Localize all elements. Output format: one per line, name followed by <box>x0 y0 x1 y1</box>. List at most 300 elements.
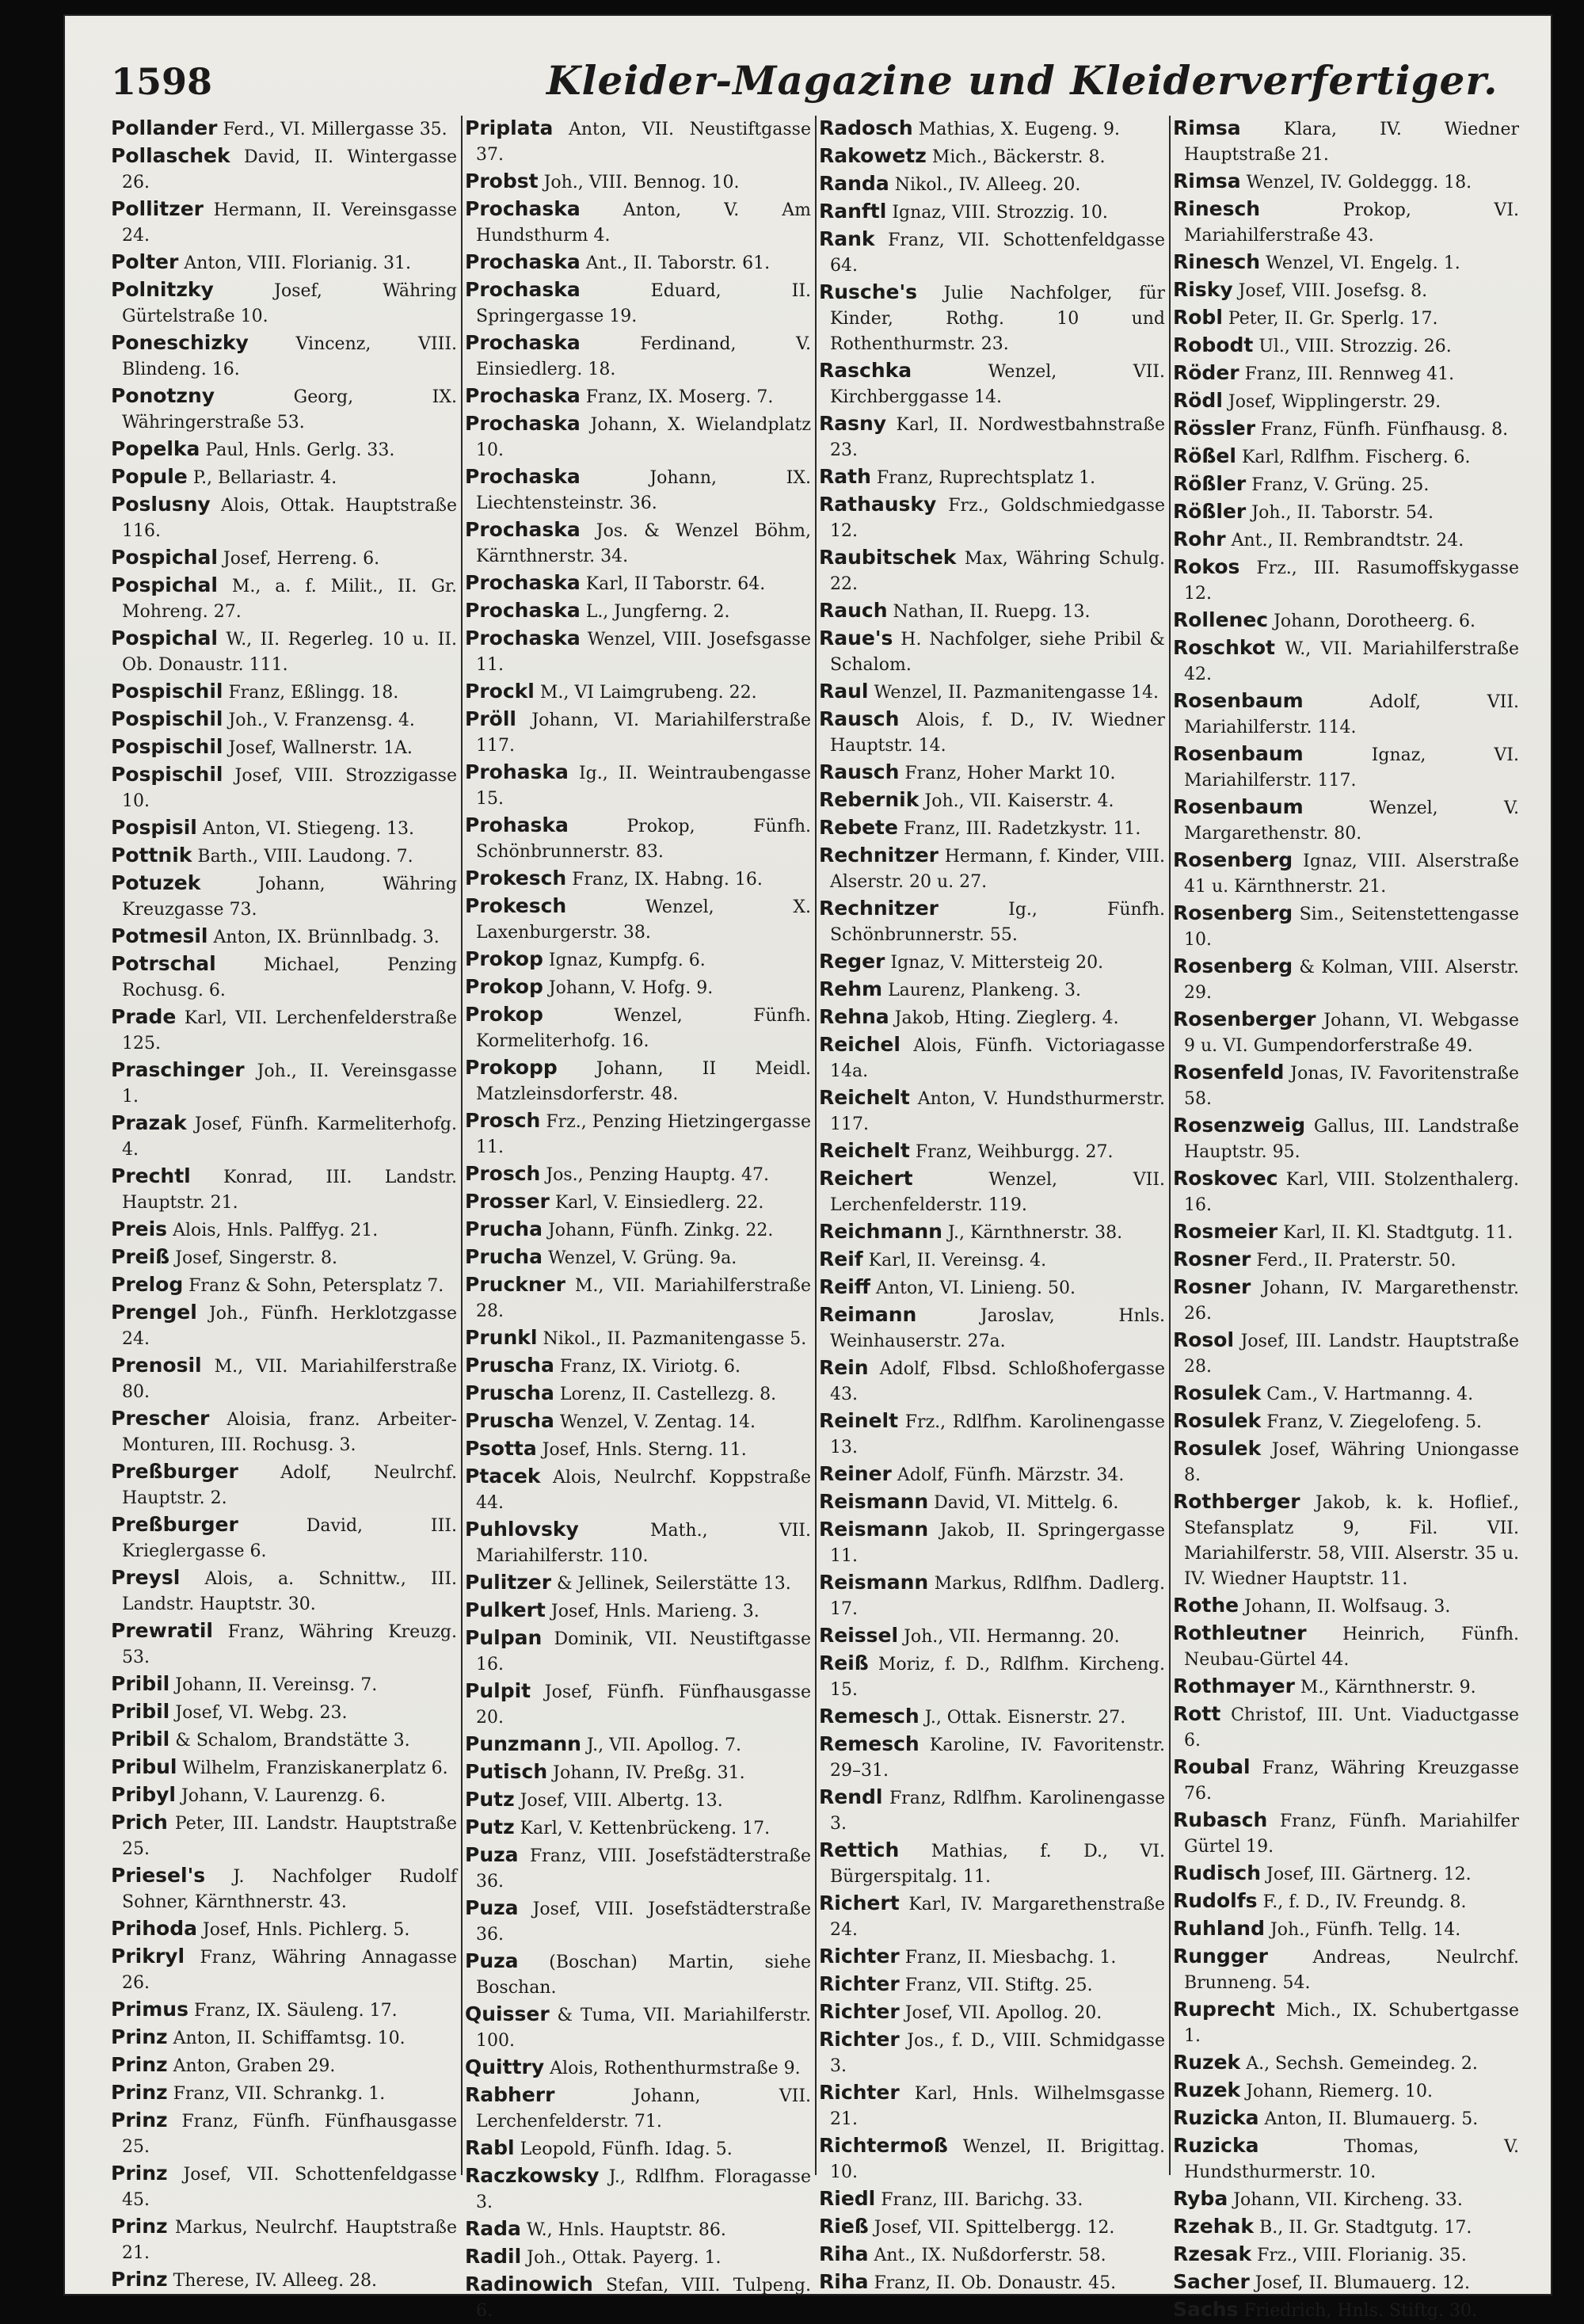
entry-surname: Polter <box>111 250 179 273</box>
entry-details: Johann, VI. Webgasse 9 u. VI. Gumpendorferstraße 49. <box>1184 1011 1519 1056</box>
directory-entry <box>465 330 811 383</box>
directory-entry <box>111 1916 457 1943</box>
entry-details: Wenzel, IV. Goldeggg. 18. <box>1246 173 1472 192</box>
entry-details: H. Nachfolger, siehe Pribil & Schalom. <box>830 630 1165 675</box>
entry-details: Johann, X. Wielandplatz 10. <box>476 415 811 460</box>
entry-details: W., Hnls. Hauptstr. 86. <box>526 2220 726 2240</box>
directory-entry <box>465 1815 811 1842</box>
entry-details: Johann, V. Hofg. 9. <box>548 978 714 998</box>
column-rule <box>461 116 463 2175</box>
entry-details: David, II. Wintergasse 26. <box>122 147 457 192</box>
entry-details: & Tuma, VII. Mariahilferstr. 100. <box>476 2006 812 2051</box>
entry-details: Konrad, III. Landstr. Hauptstr. 21. <box>122 1168 457 1213</box>
entry-surname: Röder <box>1173 361 1239 384</box>
directory-entry <box>1173 1436 1519 1488</box>
entry-details: Stefan, VIII. Tulpeng. 6. <box>476 2276 811 2321</box>
directory-entry <box>465 1517 811 1569</box>
entry-surname: Prochaska <box>465 412 581 435</box>
entry-surname: Rimsa <box>1173 116 1241 139</box>
directory-entry <box>111 1217 457 1244</box>
entry-details: Eduard, II. Springergasse 19. <box>476 281 811 326</box>
entry-surname: Riedl <box>819 2187 876 2210</box>
entry-surname: Richter <box>819 2000 900 2023</box>
directory-entry <box>111 1512 457 1564</box>
entry-details: Franz, Ruprechtsplatz 1. <box>876 468 1096 488</box>
directory-entry <box>111 383 457 436</box>
entry-surname: Prinz <box>111 2109 168 2132</box>
entry-details: Anton, V. Hundsthurmerstr. 117. <box>830 1089 1165 1134</box>
entry-details: W., II. Regerleg. 10 u. II. Ob. Donaustr. 111. <box>122 630 457 675</box>
entry-surname: Punzmann <box>465 1732 581 1755</box>
entry-surname: Prokesch <box>465 867 567 890</box>
directory-entry <box>111 1944 457 1996</box>
entry-details: Nikol., II. Pazmanitengasse 5. <box>543 1329 807 1349</box>
entry-surname: Prosch <box>465 1162 541 1185</box>
directory-entry <box>819 199 1165 226</box>
entry-details: Ignaz, VIII. Strozzig. 10. <box>892 203 1108 223</box>
directory-entry <box>819 1247 1165 1274</box>
entry-surname: Raul <box>819 680 869 703</box>
entry-details: Joh., II. Vereinsgasse 1. <box>122 1061 457 1107</box>
entry-surname: Prokop <box>465 975 543 998</box>
entry-surname: Rebete <box>819 816 898 839</box>
entry-details: Frz., III. Rasumoffskygasse 12. <box>1184 558 1519 604</box>
entry-details: Joh., VIII. Bennog. 10. <box>543 173 740 192</box>
entry-details: Alois, f. D., IV. Wiedner Hauptstr. 14. <box>830 711 1165 756</box>
entry-details: Wenzel, VIII. Josefsgasse 11. <box>476 630 811 675</box>
entry-details: Johann, VII. Kircheng. 33. <box>1233 2190 1463 2210</box>
entry-details: Alois, Neulrchf. Koppstraße 44. <box>476 1468 811 1513</box>
entry-details: Hermann, II. Vereinsgasse 24. <box>122 200 457 246</box>
directory-entry <box>111 2025 457 2052</box>
entry-details: Josef, VII. Schottenfeldgasse 45. <box>122 2165 457 2210</box>
entry-details: Karl, II. Nordwestbahnstraße 23. <box>830 415 1165 460</box>
directory-entry <box>465 2082 811 2135</box>
entry-surname: Rein <box>819 1356 869 1379</box>
directory-entry <box>111 250 457 276</box>
directory-entry <box>465 517 811 570</box>
entry-surname: Pulitzer <box>465 1571 552 1594</box>
entry-surname: Pulpan <box>465 1626 543 1649</box>
entry-surname: Rößler <box>1173 472 1247 495</box>
directory-entry <box>111 1111 457 1163</box>
directory-entry <box>819 949 1165 976</box>
directory-entry <box>1173 1701 1519 1754</box>
entry-details: Franz, Hoher Markt 10. <box>904 764 1116 783</box>
directory-entry <box>111 843 457 870</box>
directory-entry <box>465 2163 811 2215</box>
directory-entry <box>465 1436 811 1463</box>
entry-surname: Prockl <box>465 680 535 703</box>
directory-entry <box>819 2214 1165 2241</box>
entry-details: Franz, Währing Kreuzgasse 76. <box>1184 1758 1519 1804</box>
directory-entry <box>1173 2186 1519 2213</box>
directory-entry <box>111 545 457 572</box>
entry-details: Wenzel, V. Grüng. 9a. <box>547 1248 737 1268</box>
entry-surname: Pulkert <box>465 1598 546 1621</box>
entry-surname: Pollander <box>111 116 218 139</box>
entry-surname: Pruckner <box>465 1273 565 1296</box>
directory-entry <box>1173 360 1519 387</box>
entry-details: Josef, Wipplingerstr. 29. <box>1228 392 1441 412</box>
entry-surname: Rosmeier <box>1173 1220 1278 1243</box>
directory-entry <box>1173 2050 1519 2077</box>
entry-details: Mathias, f. D., VI. Bürgerspitalg. 11. <box>830 1842 1165 1887</box>
entry-details: Joh., II. Taborstr. 54. <box>1251 503 1434 523</box>
entry-surname: Richter <box>819 2028 900 2051</box>
entry-surname: Rebernik <box>819 788 920 811</box>
entry-details: Adolf, Flbsd. Schloßhofergasse 43. <box>830 1359 1165 1404</box>
directory-entry <box>1173 1621 1519 1673</box>
entry-details: Karl, IV. Margarethenstraße 24. <box>830 1895 1165 1940</box>
directory-entry <box>1173 250 1519 276</box>
entry-surname: Priplata <box>465 116 554 139</box>
entry-details: Frz., VIII. Florianig. 35. <box>1257 2246 1467 2265</box>
entry-surname: Rabherr <box>465 2083 555 2106</box>
entry-surname: Pospischil <box>111 735 223 758</box>
entry-surname: Pollaschek <box>111 144 230 167</box>
entry-details: Josef, II. Blumauerg. 12. <box>1255 2273 1470 2293</box>
entry-details: Anton, II. Blumauerg. 5. <box>1264 2109 1479 2129</box>
entry-surname: Ruzicka <box>1173 2106 1259 2129</box>
directory-entry <box>465 1002 811 1054</box>
directory-entry <box>819 464 1165 491</box>
entry-details: Ant., II. Rembrandtstr. 24. <box>1231 531 1464 551</box>
directory-entry <box>1173 416 1519 443</box>
entry-surname: Rosulek <box>1173 1437 1262 1460</box>
directory-entry <box>111 924 457 951</box>
directory-entry <box>465 169 811 196</box>
directory-entry <box>111 277 457 330</box>
entry-details: Johann, IV. Margarethenstr. 26. <box>1184 1278 1519 1324</box>
entry-details: Joh., Fünfh. Tellg. 14. <box>1270 1920 1461 1940</box>
entry-details: Jakob, Hting. Zieglerg. 4. <box>894 1008 1119 1028</box>
directory-entry <box>465 760 811 812</box>
directory-entry <box>1173 1060 1519 1112</box>
entry-surname: Prokop <box>465 1003 543 1026</box>
directory-entry <box>465 679 811 706</box>
directory-entry <box>1173 794 1519 847</box>
entry-details: Franz, IX. Viriotg. 6. <box>559 1357 741 1377</box>
directory-entry <box>465 2002 811 2054</box>
entry-details: Karl, V. Kettenbrückeng. 17. <box>520 1819 771 1838</box>
entry-details: Markus, Rdlfhm. Dadlerg. 17. <box>830 1574 1165 1619</box>
entry-surname: Rößler <box>1173 500 1247 523</box>
entry-surname: Rothberger <box>1173 1490 1300 1513</box>
entry-details: Alois, Ottak. Hauptstraße 116. <box>122 496 457 541</box>
entry-surname: Rosenberger <box>1173 1008 1316 1031</box>
directory-entry <box>465 2244 811 2271</box>
entry-surname: Prochaska <box>465 278 581 301</box>
entry-details: Josef, Fünfh. Karmeliterhofg. 4. <box>122 1114 457 1160</box>
entry-details: Josef, VIII. Josefstädterstraße 36. <box>476 1899 811 1945</box>
entry-details: L., Jungferng. 2. <box>585 602 730 622</box>
entry-surname: Pribyl <box>111 1783 176 1806</box>
directory-entry <box>1173 1247 1519 1274</box>
entry-details: Thomas, V. Hundsthurmerstr. 10. <box>1184 2137 1519 2182</box>
directory-entry <box>465 1244 811 1271</box>
entry-details: Johann, IX. Liechtensteinstr. 36. <box>476 468 811 513</box>
entry-surname: Reichmann <box>819 1220 942 1243</box>
entry-details: Hermann, f. Kinder, VIII. Alserstr. 20 u. 27. <box>830 847 1165 892</box>
entry-surname: Raschka <box>819 359 912 382</box>
directory-entry <box>465 1625 811 1678</box>
directory-entry <box>1173 635 1519 688</box>
directory-entry <box>1173 1381 1519 1408</box>
entry-details: Joh., Ottak. Payerg. 1. <box>527 2248 722 2268</box>
entry-surname: Reichelt <box>819 1139 910 1162</box>
entry-details: Karl, II. Vereinsg. 4. <box>868 1251 1047 1271</box>
directory-entry <box>111 1459 457 1511</box>
directory-entry <box>819 760 1165 787</box>
directory-entry <box>111 1671 457 1698</box>
directory-entry <box>465 1895 811 1948</box>
entry-surname: Ranftl <box>819 200 887 223</box>
entry-details: Josef, Wallnerstr. 1A. <box>228 738 413 758</box>
entry-surname: Prochaska <box>465 627 581 650</box>
directory-entry <box>465 893 811 946</box>
directory-entry <box>819 2269 1165 2296</box>
entry-details: Ig., Fünfh. Schönbrunnerstr. 55. <box>830 900 1165 945</box>
entry-surname: Radil <box>465 2245 522 2268</box>
entry-surname: Rott <box>1173 1702 1221 1725</box>
entry-surname: Putz <box>465 1788 515 1811</box>
entry-details: Christof, III. Unt. Viaductgasse 6. <box>1184 1705 1519 1751</box>
column-1 <box>111 116 458 2291</box>
entry-surname: Rothe <box>1173 1594 1239 1617</box>
directory-entry <box>819 1838 1165 1890</box>
entry-surname: Prohaska <box>465 813 569 836</box>
directory-entry <box>111 679 457 706</box>
directory-entry <box>1173 2078 1519 2105</box>
entry-surname: Raubitschek <box>819 546 957 569</box>
directory-entry <box>819 1785 1165 1837</box>
directory-entry <box>465 1598 811 1625</box>
entry-details: Joh., Fünfh. Herklotzgasse 24. <box>122 1304 457 1349</box>
directory-entry <box>819 2080 1165 2132</box>
directory-entry <box>465 1787 811 1814</box>
directory-entry <box>819 1461 1165 1488</box>
entry-details: Karl, VII. Lerchenfelderstraße 125. <box>122 1008 458 1053</box>
entry-details: Johann, II. Vereinsg. 7. <box>175 1675 378 1695</box>
directory-entry <box>819 1517 1165 1569</box>
directory-entry <box>819 411 1165 463</box>
entry-surname: Roskovec <box>1173 1167 1278 1190</box>
entry-surname: Prinz <box>111 2081 168 2104</box>
entry-surname: Rosenfeld <box>1173 1061 1285 1084</box>
entry-surname: Puza <box>465 1843 519 1866</box>
entry-details: Ig., II. Weintraubengasse 15. <box>476 764 811 809</box>
entry-surname: Prich <box>111 1811 168 1834</box>
entry-surname: Rauch <box>819 599 888 622</box>
entry-surname: Ruhland <box>1173 1917 1265 1940</box>
entry-surname: Robl <box>1173 306 1223 329</box>
entry-surname: Pollitzer <box>111 197 204 220</box>
entry-surname: Potmesil <box>111 924 208 947</box>
entry-details: Franz, III. Radetzkystr. 11. <box>903 819 1141 839</box>
entry-surname: Psotta <box>465 1437 537 1460</box>
directory-entry <box>111 1406 457 1458</box>
directory-entry <box>1173 1808 1519 1860</box>
directory-entry <box>111 492 457 544</box>
entry-details: J., Kärnthnerstr. 38. <box>947 1223 1123 1243</box>
entry-surname: Ptacek <box>465 1465 541 1488</box>
directory-entry <box>1173 2133 1519 2185</box>
entry-details: Georg, IX. Währingerstraße 53. <box>122 387 457 432</box>
entry-surname: Prochaska <box>465 465 581 488</box>
entry-surname: Rzesak <box>1173 2242 1252 2265</box>
entry-details: Wenzel, Fünfh. Kormeliterhofg. 16. <box>476 1006 811 1051</box>
entry-surname: Richert <box>819 1892 900 1914</box>
directory-entry <box>111 1004 457 1057</box>
entry-details: Ant., IX. Nußdorferstr. 58. <box>874 2246 1106 2265</box>
entry-surname: Pospichal <box>111 627 218 650</box>
entry-details: Lorenz, II. Castellezg. 8. <box>559 1385 777 1404</box>
entry-surname: Rechnitzer <box>819 844 939 867</box>
entry-details: Gallus, III. Landstraße Hauptstr. 95. <box>1184 1117 1519 1162</box>
entry-details: Aloisia, franz. Arbeiter-Monturen, III. Rochusg. 3. <box>122 1410 457 1455</box>
directory-entry <box>819 598 1165 625</box>
directory-entry <box>819 707 1165 759</box>
entry-details: Wenzel, II. Brigittag. 10. <box>830 2137 1165 2182</box>
entry-surname: Rosulek <box>1173 1409 1262 1432</box>
directory-entry <box>819 171 1165 198</box>
entry-details: P., Bellariastr. 4. <box>192 468 337 488</box>
entry-details: Ignaz, Kumpfg. 6. <box>548 951 706 970</box>
entry-surname: Risky <box>1173 278 1233 301</box>
directory-entry <box>819 1651 1165 1703</box>
entry-surname: Prelog <box>111 1273 184 1296</box>
entry-details: Anton, II. Schiffamtsg. 10. <box>173 2029 406 2048</box>
directory-entry <box>1173 1593 1519 1620</box>
entry-details: Anton, VI. Stiegeng. 13. <box>202 819 415 839</box>
directory-entry <box>111 436 457 463</box>
entry-surname: Pribil <box>111 1728 170 1751</box>
directory-entry <box>819 977 1165 1004</box>
entry-details: Franz, Währing Kreuzg. 53. <box>122 1622 458 1667</box>
entry-surname: Prechtl <box>111 1164 191 1187</box>
entry-surname: Probst <box>465 170 539 192</box>
directory-entry <box>819 280 1165 357</box>
entry-details: Josef, Herreng. 6. <box>223 549 380 569</box>
directory-entry <box>1173 388 1519 415</box>
entry-surname: Rehna <box>819 1005 889 1028</box>
entry-surname: Rettich <box>819 1838 900 1861</box>
entry-surname: Rausch <box>819 760 900 783</box>
directory-entry <box>819 1489 1165 1516</box>
directory-entry <box>465 570 811 597</box>
entry-details: Joh., VII. Hermanng. 20. <box>904 1627 1120 1647</box>
entry-surname: Rendl <box>819 1785 883 1808</box>
entry-surname: Prunkl <box>465 1326 538 1349</box>
entry-surname: Putz <box>465 1815 515 1838</box>
directory-entry <box>1173 1997 1519 2049</box>
entry-surname: Prescher <box>111 1407 210 1430</box>
entry-surname: Rosner <box>1173 1275 1251 1298</box>
entry-details: Franz, VII. Stiftg. 25. <box>904 1975 1093 1995</box>
page-header <box>111 22 1505 117</box>
directory-entry <box>1173 1489 1519 1592</box>
entry-details: Franz, IX. Habng. 16. <box>572 870 763 890</box>
entry-surname: Remesch <box>819 1705 920 1728</box>
entry-surname: Prewratil <box>111 1619 213 1642</box>
entry-details: Franz, Weihburgg. 27. <box>915 1142 1114 1162</box>
directory-entry <box>111 1727 457 1754</box>
entry-surname: Rosner <box>1173 1248 1251 1271</box>
entry-surname: Pribil <box>111 1672 170 1695</box>
directory-entry <box>819 843 1165 895</box>
entry-surname: Pospisil <box>111 816 197 839</box>
entry-surname: Poneschizky <box>111 331 249 354</box>
entry-details: Jos., Penzing Hauptg. 47. <box>546 1165 769 1185</box>
entry-surname: Prokopp <box>465 1056 558 1079</box>
entry-surname: Sacher <box>1173 2270 1250 2293</box>
directory-entry <box>465 974 811 1001</box>
entry-details: Karl, II. Kl. Stadtgutg. 11. <box>1283 1223 1514 1243</box>
directory-entry <box>111 143 457 196</box>
entry-details: Karl, VIII. Stolzenthalerg. 16. <box>1184 1170 1519 1215</box>
entry-details: Ul., VIII. Strozzig. 26. <box>1258 337 1452 356</box>
directory-entry <box>465 598 811 625</box>
directory-entry <box>1173 1113 1519 1165</box>
directory-entry <box>819 1408 1165 1461</box>
entry-surname: Raczkowsky <box>465 2164 600 2187</box>
directory-entry <box>819 2027 1165 2079</box>
directory-entry <box>819 1355 1165 1408</box>
directory-entry <box>1173 1944 1519 1996</box>
entry-details: Leopold, Fünfh. Idag. 5. <box>520 2139 733 2159</box>
entry-surname: Prinz <box>111 2053 168 2076</box>
column-rule <box>1169 116 1171 2175</box>
directory-entry <box>111 1782 457 1809</box>
directory-entry <box>465 1570 811 1597</box>
directory-entry <box>111 951 457 1004</box>
entry-details: Dominik, VII. Neustiftgasse 16. <box>476 1629 811 1674</box>
directory-entry <box>111 2080 457 2107</box>
directory-entry <box>1173 954 1519 1006</box>
entry-surname: Prazak <box>111 1111 187 1134</box>
entry-surname: Roubal <box>1173 1755 1251 1778</box>
entry-surname: Rechnitzer <box>819 897 939 920</box>
entry-surname: Rausch <box>819 707 900 730</box>
directory-entry <box>465 947 811 973</box>
entry-details: Prokop, VI. Mariahilferstraße 43. <box>1184 200 1520 246</box>
entry-surname: Rudolfs <box>1173 1889 1258 1912</box>
entry-details: Wenzel, VI. Engelg. 1. <box>1266 253 1460 273</box>
entry-surname: Prosch <box>465 1109 541 1132</box>
entry-surname: Ruprecht <box>1173 1998 1275 2021</box>
entry-surname: Rimsa <box>1173 170 1241 192</box>
entry-details: David, VI. Mittelg. 6. <box>934 1493 1119 1513</box>
page-number: 1598 <box>111 60 213 103</box>
entry-details: Anton, Graben 29. <box>173 2056 336 2076</box>
directory-entry <box>1173 1328 1519 1380</box>
entry-surname: Rudisch <box>1173 1861 1262 1884</box>
entry-details: Anton, VII. Neustiftgasse 37. <box>476 120 811 165</box>
entry-details: A., Sechsh. Gemeindeg. 2. <box>1246 2054 1478 2074</box>
entry-surname: Preßburger <box>111 1460 238 1483</box>
directory-entry <box>111 1997 457 2024</box>
directory-entry <box>465 1108 811 1160</box>
entry-details: M., VII. Mariahilferstraße 80. <box>122 1357 457 1402</box>
entry-details: Josef, Hnls. Marieng. 3. <box>550 1602 760 1621</box>
entry-surname: Prosser <box>465 1190 550 1213</box>
entry-details: Josef, Hnls. Pichlerg. 5. <box>202 1920 410 1940</box>
entry-details: Franz, V. Grüng. 25. <box>1251 475 1430 495</box>
entry-details: Josef, Singerstr. 8. <box>175 1248 337 1268</box>
entry-details: Karl, V. Einsiedlerg. 22. <box>554 1193 764 1213</box>
entry-surname: Reger <box>819 950 885 973</box>
